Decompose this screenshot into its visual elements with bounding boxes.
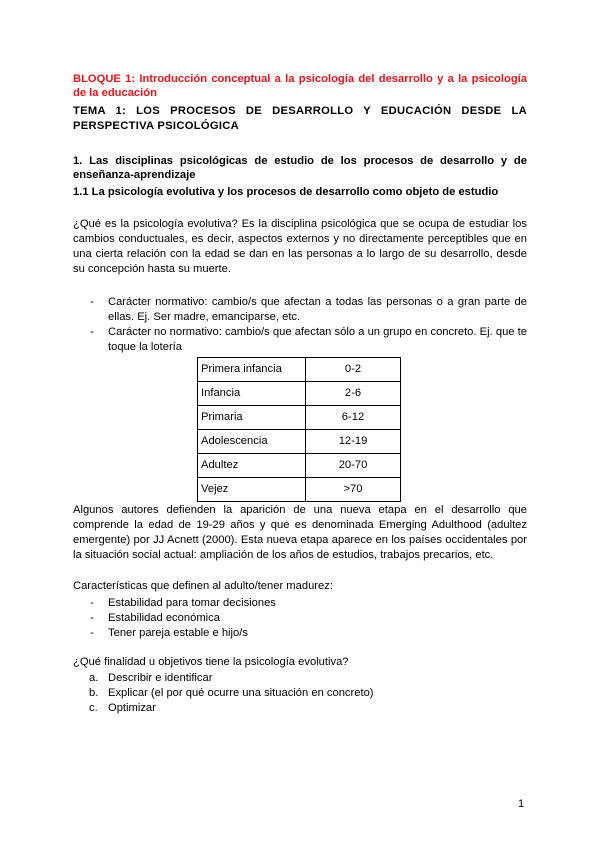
list-item: - Carácter no normativo: cambio/s que afectan sólo a un grupo en concreto. Ej. que te toque la lotería xyxy=(73,325,527,355)
page-number: 1 xyxy=(518,798,525,810)
table-row xyxy=(198,358,401,382)
character-list xyxy=(73,295,527,355)
stage-cell: Infancia xyxy=(198,382,306,406)
list-marker: b. xyxy=(89,687,99,699)
age-cell: 12-19 xyxy=(306,430,401,454)
section-heading-1-1: 1.1 La psicología evolutiva y los procesos de desarrollo como objeto de estudio xyxy=(73,186,499,198)
list-marker: a. xyxy=(89,672,99,684)
list-item: - Estabilidad para tomar decisiones xyxy=(73,596,527,611)
age-cell: >70 xyxy=(306,478,401,502)
list-marker: c. xyxy=(89,702,98,714)
table-row xyxy=(198,406,401,430)
section-heading-1: 1. Las disciplinas psicológicas de estudio de los procesos de desarrollo y de enseñanza-aprendizaje xyxy=(73,155,527,181)
age-cell: 6-12 xyxy=(306,406,401,430)
emerging-adulthood-paragraph: Algunos autores defienden la aparición de una nueva etapa en el desarrollo que comprende la edad de 19-29 años y que es denominada Emerging Adulthood (adultez emergente) por JJ Acnett (2000). Esta nueva etapa aparece en los países occidentales por la situación social actual: ampliación de los años de estudios, trabajos precarios, etc. xyxy=(73,504,527,561)
stage-cell: Vejez xyxy=(198,478,306,502)
list-item xyxy=(73,671,527,686)
list-item: - Carácter normativo: cambio/s que afectan a todas las personas o a gran parte de ellas. Ej. Ser madre, emanciparse, etc. xyxy=(73,295,527,325)
characteristics-paragraph: Características que definen al adulto/tener madurez: xyxy=(73,580,333,592)
stage-cell: Adolescencia xyxy=(198,430,306,454)
age-cell: 2-6 xyxy=(306,382,401,406)
stages-table xyxy=(197,357,401,502)
list-item-text: Optimizar xyxy=(108,702,156,714)
table-row xyxy=(198,430,401,454)
maturity-list xyxy=(73,596,527,641)
age-cell: 20-70 xyxy=(306,454,401,478)
objectives-paragraph: ¿Qué finalidad u objetivos tiene la psicología evolutiva? xyxy=(73,656,349,668)
table-row xyxy=(198,382,401,406)
age-cell: 0-2 xyxy=(306,358,401,382)
bloque-title: BLOQUE 1: Introducción conceptual a la psicología del desarrollo y a la psicología de la educación xyxy=(73,73,527,99)
stage-cell: Primera infancia xyxy=(198,358,306,382)
list-item: - Estabilidad económica xyxy=(73,611,527,626)
stage-cell: Adultez xyxy=(198,454,306,478)
tema-title: TEMA 1: LOS PROCESOS DE DESARROLLO Y EDUCACIÓN DESDE LA PERSPECTIVA PSICOLÓGICA xyxy=(73,105,527,132)
definition-paragraph: ¿Qué es la psicología evolutiva? Es la disciplina psicológica que se ocupa de estudiar los cambios conductuales, es decir, aspectos externos y no directamente perceptibles que en una cierta relación con la edad se dan en las personas a lo largo de su desarrollo, desde su concepción hasta su muerte. xyxy=(73,218,527,275)
list-item xyxy=(73,686,527,701)
list-item-text: Describir e identificar xyxy=(108,672,213,684)
list-item: - Tener pareja estable e hijo/s xyxy=(73,626,527,641)
list-item xyxy=(73,701,527,716)
stage-cell: Primaria xyxy=(198,406,306,430)
table-row xyxy=(198,454,401,478)
table-row xyxy=(198,478,401,502)
document-page xyxy=(73,72,527,716)
list-item-text: Explicar (el por qué ocurre una situación en concreto) xyxy=(108,687,374,699)
objectives-list xyxy=(73,671,527,716)
